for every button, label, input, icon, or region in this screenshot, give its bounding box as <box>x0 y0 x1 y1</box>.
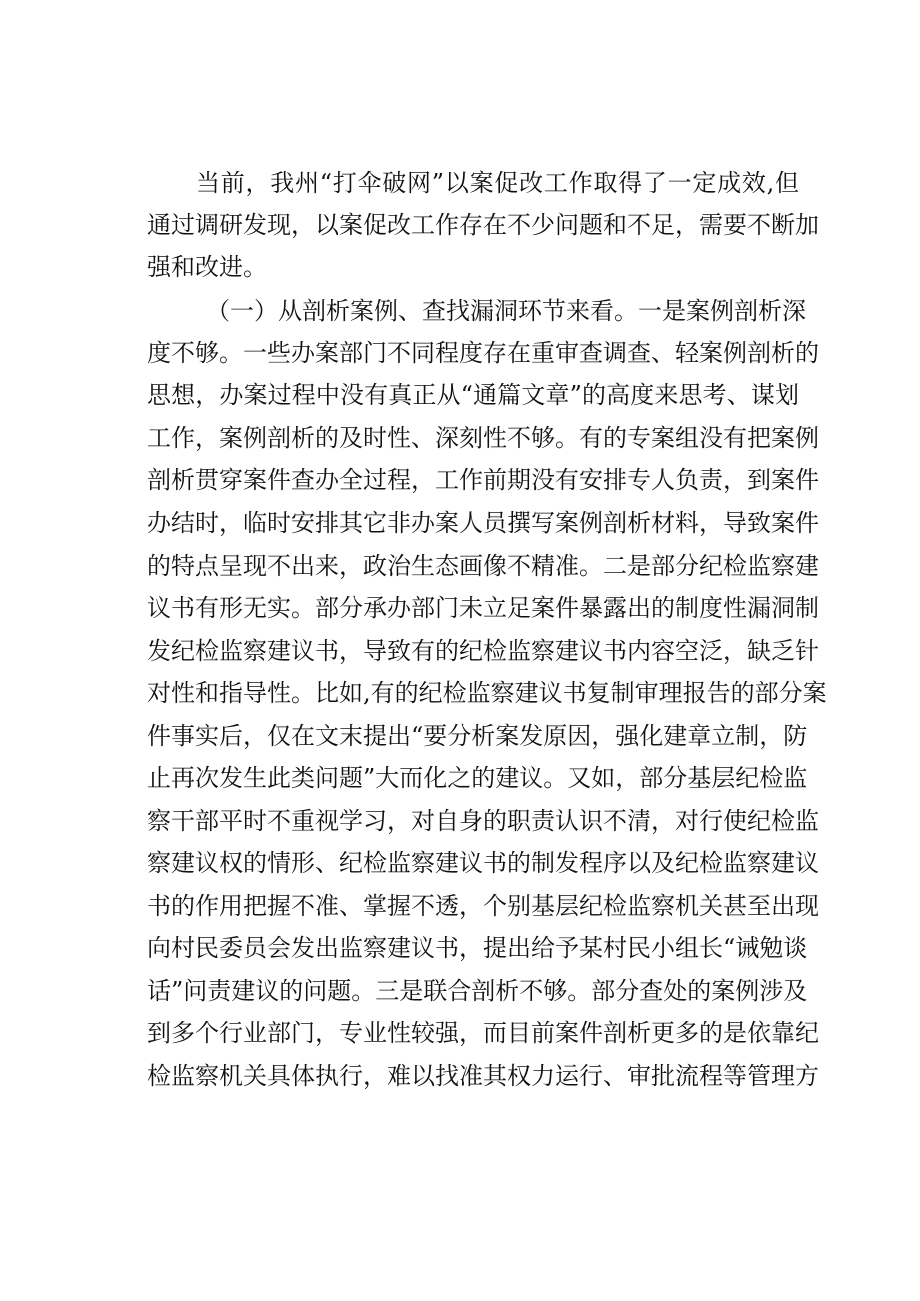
paragraph-2-line-14: 察建议权的情形、纪检监察建议书的制发程序以及纪检监察建议 <box>147 849 819 877</box>
paragraph-1-line-3: 强和改进。 <box>147 253 267 281</box>
paragraph-2-line-17: 话”问责建议的问题。三是联合剖析不够。部分查处的案例涉及 <box>147 977 808 1005</box>
paragraph-2-line-2: 度不够。一些办案部门不同程度存在重审查调查、轻案例剖析的 <box>147 339 819 367</box>
paragraph-2-line-16: 向村民委员会发出监察建议书，提出给予某村民小组长“诫勉谈 <box>147 934 808 962</box>
paragraph-1-line-2: 通过调研发现，以案促改工作存在不少问题和不足，需要不断加 <box>147 211 819 239</box>
paragraph-2-line-7: 的特点呈现不出来，政治生态画像不精准。二是部分纪检监察建 <box>147 552 819 580</box>
paragraph-1-line-1: 当前，我州“打伞破网”以案促改工作取得了一定成效,但 <box>196 169 799 197</box>
paragraph-2-line-18: 到多个行业部门，专业性较强，而目前案件剖析更多的是依靠纪 <box>147 1019 819 1047</box>
paragraph-2-line-13: 察干部平时不重视学习，对自身的职责认识不清，对行使纪检监 <box>147 807 819 835</box>
paragraph-2-line-11: 件事实后，仅在文末提出“要分析案发原因，强化建章立制，防 <box>147 722 808 750</box>
paragraph-2-line-8: 议书有形无实。部分承办部门未立足案件暴露出的制度性漏洞制 <box>147 594 819 622</box>
paragraph-2-line-15: 书的作用把握不准、掌握不透，个别基层纪检监察机关甚至出现 <box>147 892 819 920</box>
paragraph-2-line-10: 对性和指导性。比如,有的纪检监察建议书复制审理报告的部分案 <box>147 679 827 707</box>
paragraph-2-line-4: 工作，案例剖析的及时性、深刻性不够。有的专案组没有把案例 <box>147 424 819 452</box>
paragraph-2-line-19: 检监察机关具体执行，难以找准其权力运行、审批流程等管理方 <box>147 1062 819 1090</box>
paragraph-2-line-5: 剖析贯穿案件查办全过程，工作前期没有安排专人负责，到案件 <box>147 466 819 494</box>
paragraph-2-line-3: 思想，办案过程中没有真正从“通篇文章”的高度来思考、谋划 <box>147 381 799 409</box>
paragraph-2-line-1: （一）从剖析案例、查找漏洞环节来看。一是案例剖析深 <box>206 297 806 325</box>
paragraph-2-line-12: 止再次发生此类问题”大而化之的建议。又如，部分基层纪检监 <box>147 764 808 792</box>
paragraph-2-line-6: 办结时，临时安排其它非办案人员撰写案例剖析材料，导致案件 <box>147 509 819 537</box>
paragraph-2-line-9: 发纪检监察建议书，导致有的纪检监察建议书内容空泛，缺乏针 <box>147 637 819 665</box>
